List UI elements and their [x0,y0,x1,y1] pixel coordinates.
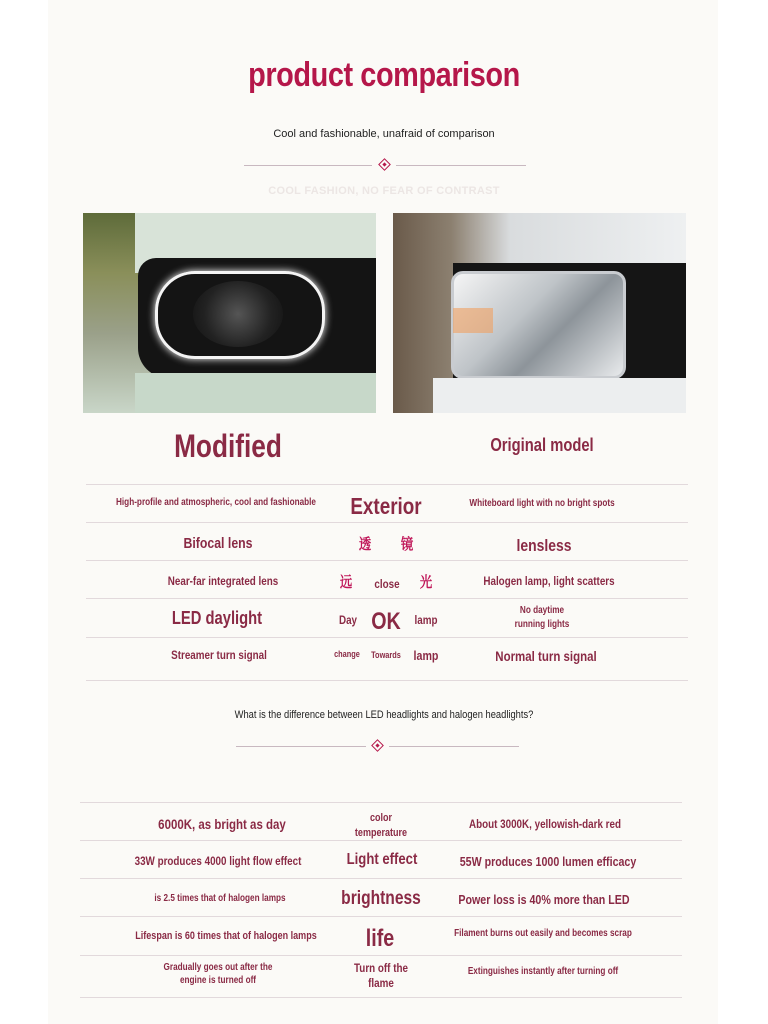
original-heading: Original model [490,435,594,455]
feature-label: Turn off the flame [354,961,408,990]
row-divider [80,916,682,917]
row-divider [86,560,688,561]
row-divider [80,955,682,956]
feature-label: life [365,925,395,952]
feature-label: brightness [341,888,421,909]
ghost-subtitle: COOL FASHION, NO FEAR OF CONTRAST [268,185,500,197]
halogen-cell: About 3000K, yellowish-dark red [468,817,622,831]
modified-cell: Bifocal lens [183,535,253,552]
divider-right [389,746,519,747]
row-divider [80,878,682,879]
modified-headlight-photo [83,213,376,413]
halogen-cell: Extinguishes instantly after turning off [467,966,619,977]
halogen-cell: Power loss is 40% more than LED [458,892,630,907]
led-cell: 33W produces 4000 light flow effect [134,854,302,868]
original-cell: lensless [516,536,572,555]
modified-cell: LED daylight [171,608,263,628]
feature-label: lamp [413,648,439,663]
original-cell: Normal turn signal [495,648,597,664]
row-divider [86,637,688,638]
feature-label: change [334,649,360,659]
row-divider [80,997,682,998]
original-headlight-photo [393,213,686,413]
feature-label: Day [338,613,358,627]
feature-label: lamp [414,613,438,627]
question-text: What is the difference between LED headlights and halogen headlights? [234,709,534,721]
row-divider [86,522,688,523]
original-cell: Whiteboard light with no bright spots [469,498,615,509]
feature-label: OK [371,608,401,635]
halogen-cell: Filament burns out easily and becomes scrap [454,928,632,939]
row-divider [80,802,682,803]
led-cell: is 2.5 times that of halogen lamps [154,893,286,904]
feature-label: 光 [419,574,433,591]
row-divider [86,484,688,485]
modified-cell: Near-far integrated lens [167,574,279,588]
original-cell: No daytime running lights [514,605,570,630]
feature-label: Towards [371,650,401,660]
subtitle: Cool and fashionable, unafraid of comparison [273,128,495,140]
divider-right [396,165,526,166]
original-cell: Halogen lamp, light scatters [483,574,615,588]
row-divider [86,680,688,681]
halogen-cell: 55W produces 1000 lumen efficacy [459,854,637,869]
feature-label: 远 [339,574,353,591]
feature-label: 透 [358,536,372,553]
feature-label: close [374,577,400,591]
led-cell: 6000K, as bright as day [158,816,286,832]
page-title: product comparison [248,56,520,94]
feature-label: color temperature [354,812,408,839]
row-divider [86,598,688,599]
divider-left [236,746,366,747]
feature-label: 镜 [400,536,414,553]
led-cell: Gradually goes out after the engine is turned off [163,962,273,986]
modified-cell: High-profile and atmospheric, cool and fashionable [115,497,317,508]
feature-label: Light effect [346,851,418,868]
modified-heading: Modified [174,428,282,464]
led-cell: Lifespan is 60 times that of halogen lamps [135,930,317,942]
divider-left [244,165,372,166]
modified-cell: Streamer turn signal [171,648,267,662]
feature-label: Exterior [350,493,422,519]
